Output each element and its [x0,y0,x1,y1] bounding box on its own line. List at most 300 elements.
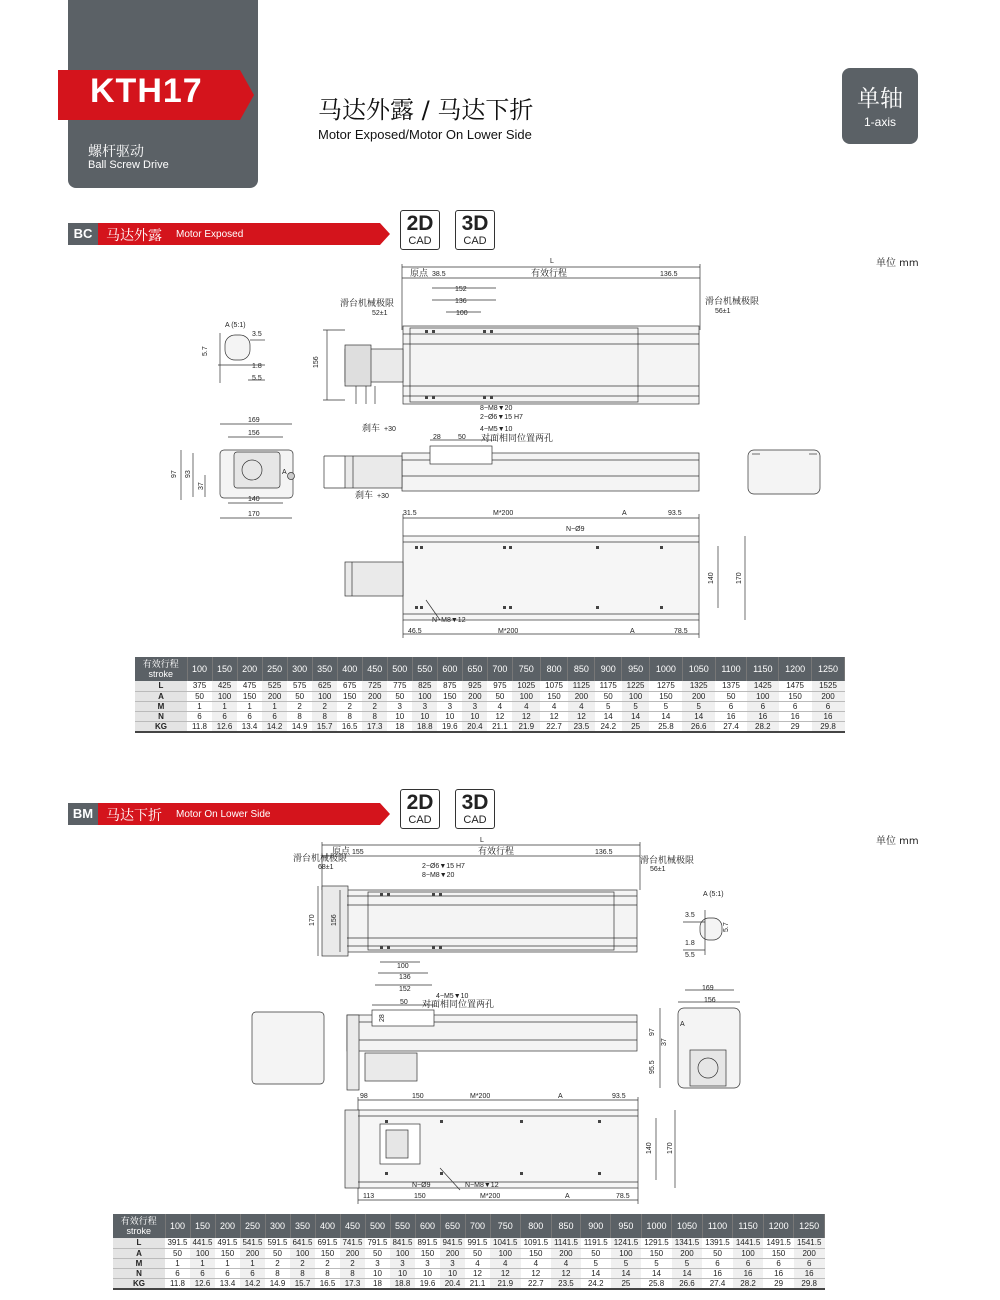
section-bm-title: 马达下折 [106,808,162,824]
table-cell: 50 [365,1248,390,1258]
bm_table-stroke-col: 200 [215,1214,240,1238]
table-cell: 375 [187,681,212,691]
label-8-m8: 8−M8▼20 [480,405,513,412]
table-cell: 100 [512,691,540,701]
bm-dim-98: 98 [360,1093,368,1100]
dim-46-5: 46.5 [408,628,422,635]
table-cell: 150 [437,691,462,701]
table-cell: 8 [265,1268,290,1278]
table-cell: 1491.5 [763,1238,794,1248]
table-cell: 625 [312,681,337,691]
table-cell: 25 [611,1278,642,1289]
cad-2d-label: 2D [406,791,434,814]
table-cell: 12 [568,711,595,721]
table-cell: 100 [490,1248,521,1258]
table-cell: 100 [212,691,237,701]
bm-dim-1-8: 1.8 [685,940,695,947]
model-name: KTH17 [90,72,203,110]
bm_table-stroke-col: 250 [240,1214,265,1238]
bm_table-stroke-col: 1000 [641,1214,672,1238]
table-cell: 391.5 [165,1238,190,1248]
label-4-m5: 4−M5▼10 [480,426,513,433]
bm_table-stroke-col: 650 [440,1214,465,1238]
table-cell: 22.7 [521,1278,552,1289]
row-label: A [135,691,187,701]
dim-5-5: 5.5 [252,375,262,382]
table-cell: 16 [763,1268,794,1278]
table-cell: 100 [312,691,337,701]
table-cell: 200 [262,691,287,701]
table-cell: 8 [312,711,337,721]
table-cell: 5 [672,1258,703,1268]
table-cell: 3 [415,1258,440,1268]
table-cell: 10 [437,711,462,721]
table-cell: 200 [240,1248,265,1258]
bm-label-slider-limit-left: 滑台机械极限 [293,854,348,864]
table-cell: 15.7 [290,1278,315,1289]
bm-unit-label: 单位 mm [876,836,919,847]
table-cell: 16 [733,1268,764,1278]
table-cell: 50 [581,1248,611,1258]
table-cell: 5 [595,701,622,711]
table-cell: 29.8 [794,1278,825,1289]
table-cell: 200 [340,1248,365,1258]
table-cell: 3 [437,701,462,711]
table-cell: 16 [812,711,845,721]
table-cell: 8 [287,711,312,721]
table-cell: 16 [747,711,779,721]
table-cell: 4 [487,701,512,711]
table-cell: 24.2 [581,1278,611,1289]
bm_table-stroke-col: 950 [611,1214,642,1238]
table-cell: 8 [362,711,387,721]
dim-100: 100 [456,310,468,317]
row-label: N [113,1268,165,1278]
table-cell: 6 [779,701,812,711]
table-cell: 29 [779,721,812,732]
bc_table-stroke-col: 450 [362,657,387,681]
table-cell: 29 [763,1278,794,1289]
table-cell: 3 [365,1258,390,1268]
table-cell: 741.5 [340,1238,365,1248]
table-row [135,681,845,691]
table-cell: 1 [165,1258,190,1268]
bm-dim-169: 169 [702,985,714,992]
bm_table-stroke-col: 150 [190,1214,215,1238]
table-cell: 1375 [715,681,747,691]
table-cell: 5 [682,701,715,711]
axis-en: 1-axis [863,115,896,129]
bm-dim-68: 68±1 [318,864,334,871]
table-cell: 1391.5 [702,1238,733,1248]
table-cell: 5 [622,701,650,711]
table-cell: 14 [622,711,650,721]
dim-78-5: 78.5 [674,628,688,635]
table-cell: 200 [551,1248,581,1258]
table-cell: 17.3 [340,1278,365,1289]
table-cell: 10 [412,711,437,721]
page-subtitle: Motor Exposed/Motor On Lower Side [318,127,532,142]
table-cell: 6 [763,1258,794,1268]
table-cell: 21.1 [487,721,512,732]
table-cell: 18 [387,721,412,732]
cad-label: CAD [463,814,487,826]
bm-label-n-phi9: N−Ø9 [412,1182,431,1189]
row-label: A [113,1248,165,1258]
dim-a-bottom: A [630,628,635,635]
bm-dim-95-5: 95.5 [649,1060,656,1074]
table-cell: 6 [240,1268,265,1278]
table-cell: 18.8 [390,1278,415,1289]
table-cell: 28.2 [733,1278,764,1289]
table-cell: 2 [287,701,312,711]
bm-dim-136-5: 136.5 [595,849,613,856]
bm-stroke-header [113,1214,165,1238]
bc-table-header-row [135,657,845,681]
bc-stroke-header-en: stroke [148,669,173,679]
table-cell: 2 [312,701,337,711]
bm-dim-m200-bottom: M*200 [480,1193,501,1200]
table-cell: 8 [315,1268,340,1278]
table-cell: 12 [521,1268,552,1278]
dim-a-top: A [622,510,627,517]
table-cell: 14.9 [287,721,312,732]
table-cell: 19.6 [437,721,462,732]
table-cell: 6 [215,1268,240,1278]
table-cell: 13.4 [215,1278,240,1289]
table-cell: 26.6 [672,1278,703,1289]
table-cell: 1341.5 [672,1238,703,1248]
bc_table-stroke-col: 850 [568,657,595,681]
label-opposite-holes: 对面相同位置两孔 [481,434,554,444]
table-cell: 16 [794,1268,825,1278]
bc_table-stroke-col: 300 [287,657,312,681]
table-cell: 12 [551,1268,581,1278]
bm_table-stroke-col: 450 [340,1214,365,1238]
table-cell: 200 [568,691,595,701]
table-cell: 1091.5 [521,1238,552,1248]
bm_table-stroke-col: 850 [551,1214,581,1238]
bc-side-view [324,440,820,494]
bm-dim-170-bottom: 170 [667,1142,674,1154]
table-cell: 6 [733,1258,764,1268]
bm_table-stroke-col: 900 [581,1214,611,1238]
dim-52: 52±1 [372,310,388,317]
table-cell: 150 [237,691,262,701]
section-bm-code: BM [68,803,98,825]
bm-dim-140: 140 [646,1142,653,1154]
section-bc-subtitle: Motor Exposed [176,229,244,240]
table-cell: 5 [581,1258,611,1268]
row-label: M [135,701,187,711]
table-cell: 1525 [812,681,845,691]
dim-3-5: 3.5 [252,331,262,338]
table-cell: 10 [462,711,487,721]
bm-dim-113: 113 [363,1193,375,1200]
table-cell: 100 [390,1248,415,1258]
table-cell: 4 [540,701,568,711]
bm_table-stroke-col: 600 [415,1214,440,1238]
table-cell: 8 [340,1268,365,1278]
label-brake-top: 刹车 [362,424,381,434]
table-cell: 21.1 [465,1278,490,1289]
dim-m200-bottom: M*200 [498,628,519,635]
table-cell: 20.4 [462,721,487,732]
drive-type-en: Ball Screw Drive [88,159,169,171]
table-cell: 12 [490,1268,521,1278]
bm-dim-a-bottom: A [565,1193,570,1200]
table-cell: 3 [462,701,487,711]
table-cell: 1425 [747,681,779,691]
label-2-phi6: 2−Ø6▼15 H7 [480,414,523,421]
dim-56: 56±1 [715,308,731,315]
table-cell: 100 [190,1248,215,1258]
table-row [113,1238,825,1248]
table-cell: 591.5 [265,1238,290,1248]
bc_table-stroke-col: 150 [212,657,237,681]
table-cell: 6 [187,711,212,721]
table-cell: 3 [387,701,412,711]
label-a-marker: A [282,469,287,476]
bc_table-stroke-col: 900 [595,657,622,681]
dim-5-7: 5.7 [202,346,209,356]
bc_table-stroke-col: 200 [237,657,262,681]
bc_table-stroke-col: 600 [437,657,462,681]
bc_table-stroke-col: 1100 [715,657,747,681]
section-bm-subtitle: Motor On Lower Side [176,809,271,820]
label-brake-plus30-top: +30 [384,426,396,433]
table-cell: 491.5 [215,1238,240,1248]
table-cell: 21.9 [512,721,540,732]
table-cell: 6 [165,1268,190,1278]
table-row [135,711,845,721]
table-cell: 2 [265,1258,290,1268]
table-cell: 200 [462,691,487,701]
page-title: 马达外露 / 马达下折 [318,96,534,124]
table-cell: 4 [521,1258,552,1268]
row-label: N [135,711,187,721]
dim-31-5: 31.5 [403,510,417,517]
bm_table-stroke-col: 700 [465,1214,490,1238]
table-cell: 14 [649,711,682,721]
bm_table-stroke-col: 800 [521,1214,552,1238]
table-cell: 150 [649,691,682,701]
table-cell: 2 [340,1258,365,1268]
bc_table-stroke-col: 1150 [747,657,779,681]
table-cell: 200 [672,1248,703,1258]
table-cell: 1075 [540,681,568,691]
bm_table-stroke-col: 1200 [763,1214,794,1238]
dim-93: 93 [185,470,192,478]
table-cell: 441.5 [190,1238,215,1248]
bm-dim-37: 37 [661,1038,668,1046]
table-cell: 14 [682,711,715,721]
label-brake-bottom: 刹车 [355,491,374,501]
axis-cn: 单轴 [857,86,903,112]
table-cell: 1141.5 [551,1238,581,1248]
table-cell: 5 [649,701,682,711]
bm-dim-156-front: 156 [704,997,716,1004]
table-cell: 10 [415,1268,440,1278]
table-cell: 1 [237,701,262,711]
table-cell: 50 [487,691,512,701]
bm-detail-a-label: A (5:1) [703,891,724,898]
table-cell: 150 [415,1248,440,1258]
table-cell: 691.5 [315,1238,340,1248]
bc_table-stroke-col: 950 [622,657,650,681]
table-cell: 1241.5 [611,1238,642,1248]
table-row [113,1278,825,1289]
bm-stroke-header-cn: 有效行程 [120,1216,157,1226]
table-cell: 16.5 [337,721,362,732]
table-row [135,721,845,732]
table-cell: 200 [440,1248,465,1258]
bm-dim-56: 56±1 [650,866,666,873]
table-cell: 6 [262,711,287,721]
table-cell: 14 [641,1268,672,1278]
bc-top-view [323,264,700,404]
table-cell: 16 [715,711,747,721]
bm-dim-152: 152 [399,986,411,993]
table-cell: 14 [581,1268,611,1278]
table-cell: 775 [387,681,412,691]
table-cell: 50 [165,1248,190,1258]
table-cell: 12 [512,711,540,721]
table-cell: 27.4 [702,1278,733,1289]
table-cell: 14 [672,1268,703,1278]
dim-m200-top: M*200 [493,510,514,517]
table-cell: 1191.5 [581,1238,611,1248]
cad-label: CAD [408,814,432,826]
table-cell: 1475 [779,681,812,691]
table-cell: 1175 [595,681,622,691]
bm-dim-28: 28 [379,1014,386,1022]
table-cell: 22.7 [540,721,568,732]
table-cell: 2 [362,701,387,711]
bc-spec-table [135,657,845,733]
table-cell: 25 [622,721,650,732]
bm-dim-156: 156 [331,914,338,926]
dim-136: 136 [455,298,467,305]
table-cell: 12 [540,711,568,721]
table-cell: 26.6 [682,721,715,732]
bm-dim-5-7: 5.7 [723,922,730,932]
table-cell: 1325 [682,681,715,691]
table-cell: 14.2 [240,1278,265,1289]
table-cell: 12.6 [212,721,237,732]
table-cell: 10 [440,1268,465,1278]
table-cell: 6 [237,711,262,721]
bc_table-stroke-col: 1200 [779,657,812,681]
bm_table-stroke-col: 1050 [672,1214,703,1238]
table-cell: 1291.5 [641,1238,672,1248]
table-cell: 641.5 [290,1238,315,1248]
table-cell: 1 [187,701,212,711]
label-n-m8: N−M8▼12 [432,617,466,624]
table-cell: 891.5 [415,1238,440,1248]
table-cell: 2 [315,1258,340,1268]
section-bc-code: BC [68,223,98,245]
bm-label-origin: 原点 [332,847,351,857]
drive-type-cn: 螺杆驱动 [88,144,144,160]
label-origin: 原点 [410,269,429,279]
table-cell: 200 [812,691,845,701]
bm-stroke-header-en: stroke [126,1226,151,1236]
table-cell: 825 [412,681,437,691]
dim-136-5: 136.5 [660,271,678,278]
table-cell: 8 [290,1268,315,1278]
table-row [113,1258,825,1268]
bm_table-stroke-col: 1100 [702,1214,733,1238]
table-cell: 50 [287,691,312,701]
cad-label: CAD [463,235,487,247]
table-cell: 50 [715,691,747,701]
row-label: L [135,681,187,691]
table-cell: 525 [262,681,287,691]
table-cell: 1 [212,701,237,711]
dim-37: 37 [198,482,205,490]
table-cell: 3 [390,1258,415,1268]
section-bc-title: 马达外露 [106,228,162,244]
bm_table-stroke-col: 1250 [794,1214,825,1238]
bm-label-opposite-holes: 对面相同位置两孔 [422,1000,495,1010]
table-cell: 3 [440,1258,465,1268]
table-cell: 12 [487,711,512,721]
table-cell: 1441.5 [733,1238,764,1248]
table-cell: 1275 [649,681,682,691]
label-slider-limit-left: 滑台机械极限 [340,299,395,309]
table-cell: 8 [337,711,362,721]
table-cell: 19.6 [415,1278,440,1289]
bm-label-slider-limit-right: 滑台机械极限 [640,856,695,866]
bc_table-stroke-col: 1050 [682,657,715,681]
table-cell: 23.5 [568,721,595,732]
dim-50: 50 [458,434,466,441]
cad-2d-label: 2D [406,212,434,235]
table-cell: 1 [262,701,287,711]
table-cell: 150 [763,1248,794,1258]
bc_table-stroke-col: 650 [462,657,487,681]
row-label: M [113,1258,165,1268]
table-cell: 925 [462,681,487,691]
table-cell: 6 [794,1258,825,1268]
bm_table-stroke-col: 750 [490,1214,521,1238]
bm_table-stroke-col: 100 [165,1214,190,1238]
table-cell: 2 [290,1258,315,1268]
label-brake-plus30-bottom: +30 [377,493,389,500]
table-cell: 6 [812,701,845,711]
table-cell: 100 [290,1248,315,1258]
row-label: KG [135,721,187,732]
bm-label-2-phi6: 2−Ø6▼15 H7 [422,863,465,870]
table-cell: 4 [490,1258,521,1268]
table-cell: 1125 [568,681,595,691]
bm-dim-L: L [480,837,484,844]
bc_table-stroke-col: 350 [312,657,337,681]
bc_table-stroke-col: 100 [187,657,212,681]
table-cell: 1041.5 [490,1238,521,1248]
bm-dim-a-top: A [558,1093,563,1100]
bm-dim-100: 100 [397,963,409,970]
table-cell: 10 [365,1268,390,1278]
table-cell: 2 [337,701,362,711]
bm_table-stroke-col: 400 [315,1214,340,1238]
table-cell: 6 [212,711,237,721]
table-cell: 16.5 [315,1278,340,1289]
bm-table-header-row [113,1214,825,1238]
table-cell: 50 [465,1248,490,1258]
bc_table-stroke-col: 700 [487,657,512,681]
